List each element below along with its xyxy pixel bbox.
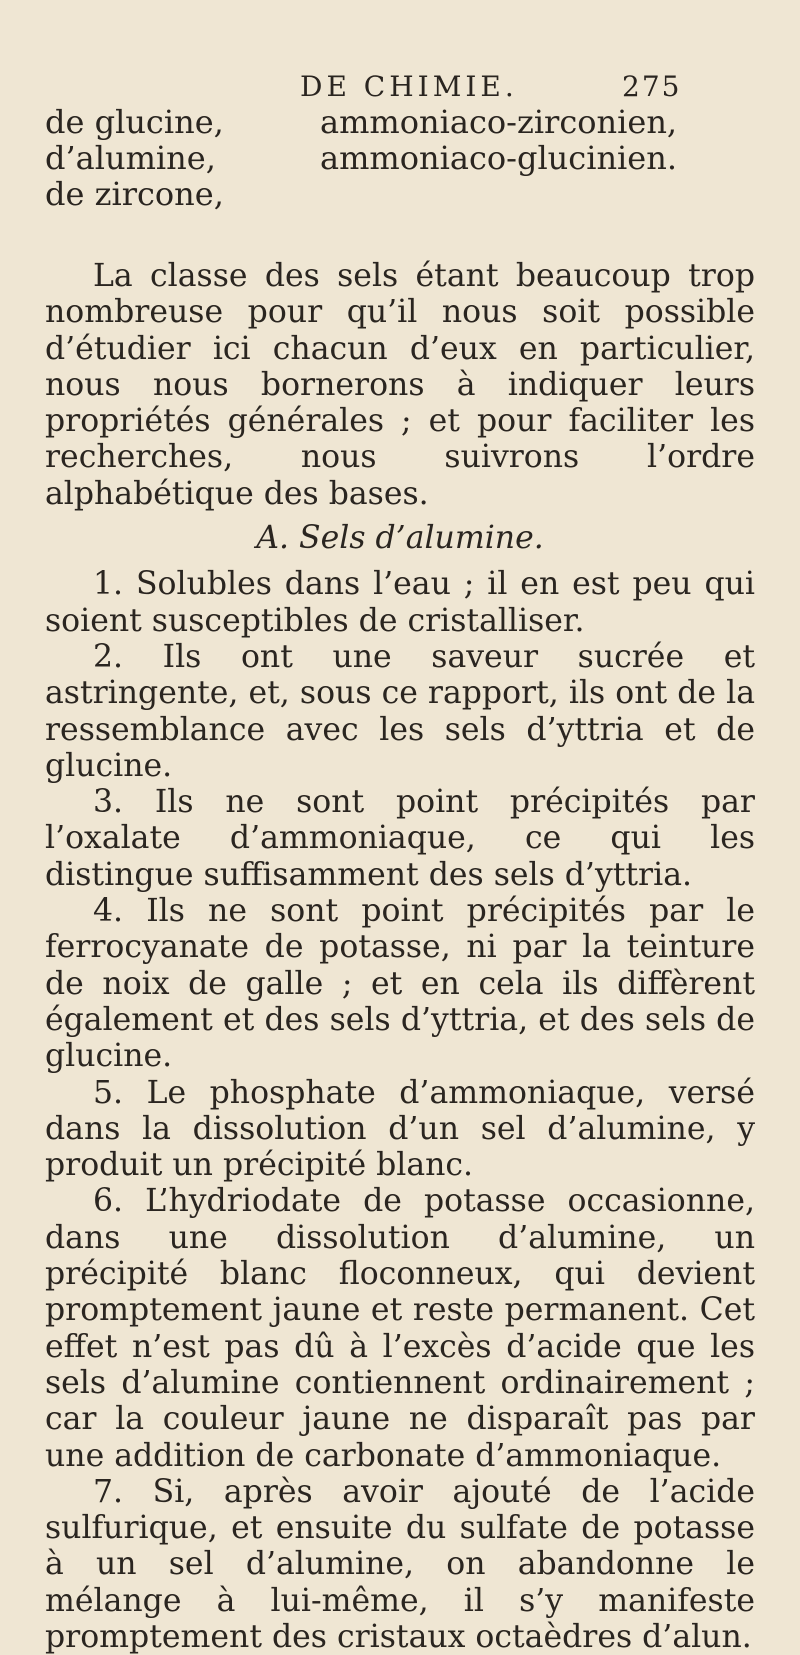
property-paragraph-4: 4. Ils ne sont point précipités par le ferrocyanate de potasse, ni par la teinture de noix de galle ; et en cela ils diffèrent également et des sels d’yttria, et des sels de glucine. [45,893,755,1075]
intro-paragraph: La classe des sels étant beaucoup trop nombreuse pour qu’il nous soit possible d’étudier ici chacun d’eux en particulier, nous nous bornerons à indiquer leurs propriétés générales ; et pour faciliter les recherches, nous suivrons l’ordre alphabétique des bases. [45,258,755,512]
salt-list-item: d’alumine, [45,139,216,177]
property-paragraph-2: 2. Ils ont une saveur sucrée et astringente, et, sous ce rapport, ils ont de la ressemblance avec les sels d’yttria et de glucine. [45,638,755,784]
salt-list-right-column [320,104,677,176]
property-paragraph-6: 6. L’hydriodate de potasse occasionne, dans une dissolution d’alumine, un précipité blanc floconneux, qui devient promptement jaune et reste permanent. Cet effet n’est pas dû à l’excès d’acide que les sels d’alumine contiennent ordinairement ; car la couleur jaune ne disparaît pas par une addition de carbonate d’ammoniaque. [45,1183,755,1474]
salt-list-left-column [45,104,224,212]
property-paragraph-5: 5. Le phosphate d’ammoniaque, versé dans la dissolution d’un sel d’alumine, y produit un précipité blanc. [45,1074,755,1184]
property-paragraph-3: 3. Ils ne sont point précipités par l’oxalate d’ammoniaque, ce qui les distingue suffisamment des sels d’yttria. [45,784,755,893]
salt-list-item: ammoniaco-zirconien, [320,103,678,141]
running-title: DE CHIMIE. [300,70,518,103]
salt-list-item: de zircone, [45,175,224,213]
salt-list-item: de glucine, [45,103,224,141]
property-paragraph-7: 7. Si, après avoir ajouté de l’acide sulfurique, et ensuite du sulfate de potasse à un sel d’alumine, on abandonne le mélange à lui-même, il s’y manifeste promptement des cristaux octaèdres d’alun. [45,1473,755,1655]
section-heading: A. Sels d’alumine. [256,520,544,557]
page-number: 275 [622,70,682,103]
salt-list-item: ammoniaco-glucinien. [320,139,677,177]
body-text [45,258,755,1655]
property-paragraph-1: 1. Solubles dans l’eau ; il en est peu qui soient susceptibles de cristalliser. [45,566,755,639]
